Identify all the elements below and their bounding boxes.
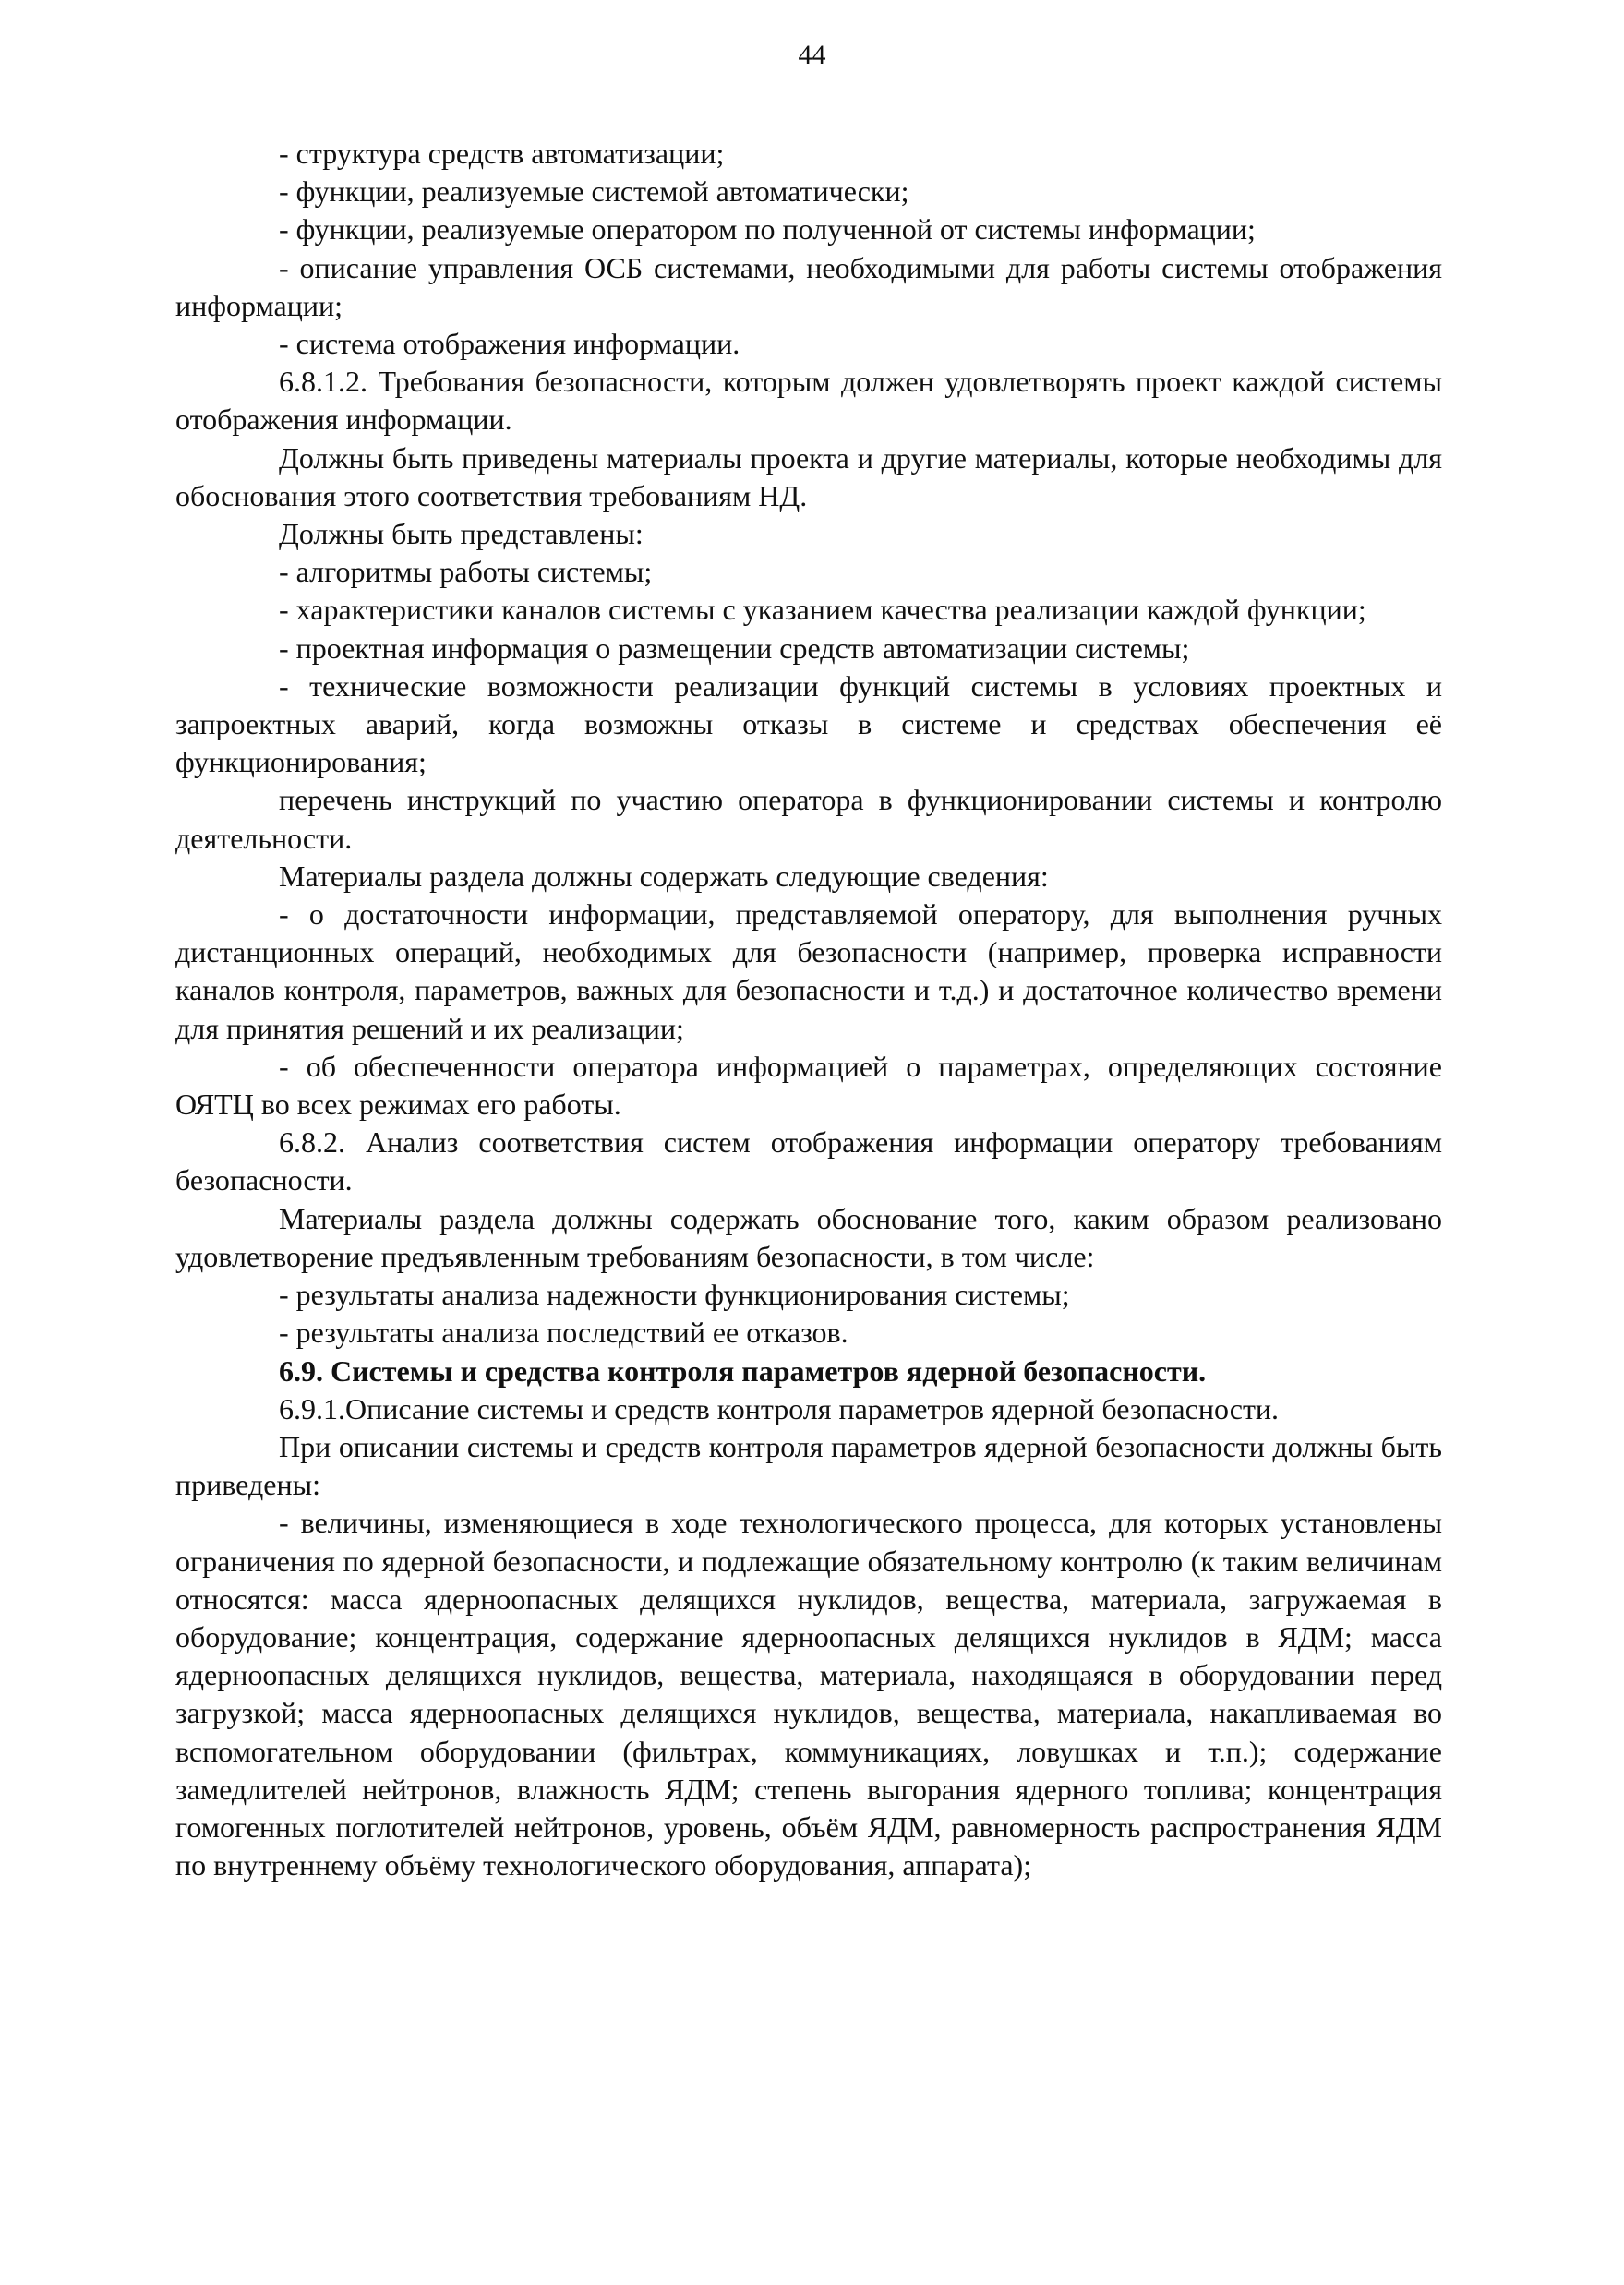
- paragraph: - алгоритмы работы системы;: [279, 555, 653, 589]
- paragraph: - описание управления ОСБ системами, необходимыми для работы системы отображения информации;: [175, 250, 1442, 322]
- section-heading: 6.9. Системы и средства контроля параметров ядерной безопасности.: [279, 1353, 1207, 1388]
- page-number: 44: [798, 40, 826, 70]
- paragraph: - структура средств автоматизации;: [279, 137, 725, 170]
- paragraph: - о достаточности информации, представляемой оператору, для выполнения ручных дистанционных операций, необходимых для безопасности (например, проверка исправности каналов контроля, параметров, важных для безопасности и т.д.) и достаточное количество времени для принятия решений и их реализации;: [175, 897, 1442, 1045]
- paragraph: Материалы раздела должны содержать обоснование того, каким образом реализовано удовлетворение предъявленным требованиям безопасности, в том числе:: [175, 1201, 1442, 1273]
- paragraph: - характеристики каналов системы с указанием качества реализации каждой функции;: [279, 593, 1366, 627]
- paragraph: - об обеспеченности оператора информацией о параметрах, определяющих состояние ОЯТЦ во всех режимах его работы.: [175, 1049, 1442, 1122]
- paragraph: - результаты анализа последствий ее отказов.: [279, 1316, 848, 1350]
- paragraph: - проектная информация о размещении средств автоматизации системы;: [279, 631, 1190, 665]
- paragraph: - функции, реализуемые оператором по полученной от системы информации;: [279, 212, 1256, 247]
- paragraph: - результаты анализа надежности функционирования системы;: [279, 1278, 1070, 1312]
- paragraph: При описании системы и средств контроля параметров ядерной безопасности должны быть приведены:: [175, 1429, 1442, 1502]
- paragraph: - система отображения информации.: [279, 327, 740, 361]
- paragraph: Должны быть приведены материалы проекта и другие материалы, которые необходимы для обоснования этого соответствия требованиям НД.: [175, 440, 1442, 512]
- paragraph: - величины, изменяющиеся в ходе технологического процесса, для которых установлены ограничения по ядерной безопасности, и подлежащие обязательному контролю (к таким величинам относятся: масса ядерноопасных делящихся нуклидов, вещества, материала, загружаемая в оборудование; концентрация, содержание ядерноопасных делящихся нуклидов в ЯДМ; масса ядерноопасных делящихся нуклидов, вещества, материала, находящаяся в оборудовании перед загрузкой; масса ядерноопасных делящихся нуклидов, вещества, материала, накапливаемая во вспомогательном оборудовании (фильтрах, коммуникациях, ловушках и т.п.); содержание замедлителей нейтронов, влажность ЯДМ; степень выгорания ядерного топлива; концентрация гомогенных поглотителей нейтронов, уровень, объём ЯДМ, равномерность распространения ЯДМ по внутреннему объёму технологического оборудования, аппарата);: [175, 1506, 1442, 1882]
- paragraph: 6.9.1.Описание системы и средств контроля параметров ядерной безопасности.: [279, 1391, 1280, 1425]
- paragraph: - функции, реализуемые системой автоматически;: [279, 174, 909, 209]
- paragraph: Материалы раздела должны содержать следующие сведения:: [279, 859, 1049, 893]
- paragraph: - технические возможности реализации функций системы в условиях проектных и запроектных аварий, когда возможны отказы в системе и средствах обеспечения её функционирования;: [175, 668, 1442, 779]
- document-body: [175, 135, 1442, 1884]
- paragraph: 6.8.1.2. Требования безопасности, которым должен удовлетворять проект каждой системы отображения информации.: [175, 365, 1442, 437]
- paragraph: 6.8.2. Анализ соответствия систем отображения информации оператору требованиям безопасности.: [175, 1125, 1442, 1197]
- paragraph: Должны быть представлены:: [279, 517, 644, 551]
- paragraph: перечень инструкций по участию оператора в функционировании системы и контролю деятельности.: [175, 783, 1442, 855]
